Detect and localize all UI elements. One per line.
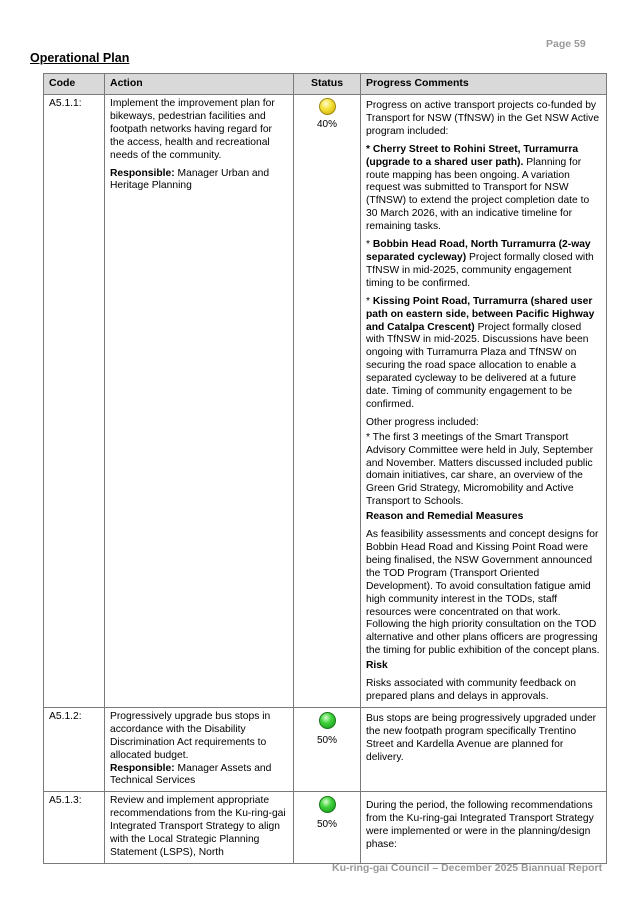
row-action <box>105 792 294 864</box>
responsible-value: Manager Assets and Technical Services <box>110 762 272 787</box>
comment-item-title: Bobbin Head Road, North Turramurra (2-way separated cycleway) <box>366 239 591 263</box>
row-action <box>105 95 294 708</box>
action-text: Review and implement appropriate recommendations from the Ku-ring-gai Integrated Transport Strategy to align with the Local Strategic Planning Statement (LSPS), North <box>110 795 286 858</box>
status-percent: 50% <box>316 819 337 831</box>
comment-item-bullet: * <box>366 239 373 251</box>
comment-intro: Progress on active transport projects co-funded by Transport for NSW (TfNSW) in the Get NSW Active program included: <box>366 100 600 137</box>
row-status <box>294 792 361 864</box>
row-progress-comments <box>361 707 607 791</box>
table-row <box>44 95 607 708</box>
operational-plan-table <box>43 73 607 864</box>
header-status: Status <box>294 74 361 95</box>
page-number: Page 59 <box>546 38 586 50</box>
row-code: A5.1.2: <box>44 707 105 791</box>
risk-heading: Risk <box>366 660 388 672</box>
responsible-line <box>110 168 288 194</box>
status-indicator-green-icon <box>319 796 336 813</box>
comment-text: During the period, the following recommendations from the Ku-ring-gai Integrated Transport Strategy were implemented or were in the planning/design phase: <box>366 800 594 851</box>
row-code: A5.1.3: <box>44 792 105 864</box>
status-percent: 50% <box>316 734 337 746</box>
action-text: Implement the improvement plan for bikeways, pedestrian facilities and footpath networks having regard for the access, health and recreational needs of the community. <box>110 98 275 161</box>
table-header-row <box>44 74 607 95</box>
status-indicator-green-icon <box>319 712 336 729</box>
row-progress-comments <box>361 95 607 708</box>
row-status <box>294 95 361 708</box>
comment-text: Bus stops are being progressively upgraded under the new footpath program specifically Trentino Street and Kardella Avenue are planned for delivery. <box>366 712 597 763</box>
comment-other-heading: Other progress included: <box>366 416 479 428</box>
header-code: Code <box>44 74 105 95</box>
row-progress-comments <box>361 792 607 864</box>
comment-item-text: Project formally closed with TfNSW in mid-2025. Discussions have been ongoing with Turramurra Plaza and TfNSW on securing the road space allocation to enable a separated cycleway to be delivered at a future date. Timing of community engagement to be confirmed. <box>366 321 589 410</box>
status-percent: 40% <box>316 119 337 130</box>
comment-item-text: Project formally closed with TfNSW in mid-2025, community engagement timing to be confirmed. <box>366 251 594 289</box>
header-progress-comments: Progress Comments <box>361 74 607 95</box>
section-title: Operational Plan <box>30 51 130 65</box>
risk-text: Risks associated with community feedback on prepared plans and delays in approvals. <box>366 678 577 702</box>
comment-item-bullet: * <box>366 295 373 307</box>
table-row <box>44 792 607 864</box>
responsible-value: Manager Urban and Heritage Planning <box>110 167 270 192</box>
comment-item-title: * Cherry Street to Rohini Street, Turramurra (upgrade to a shared user path). <box>366 143 579 168</box>
page-footer: Ku-ring-gai Council – December 2025 Biannual Report <box>332 862 603 874</box>
comment-item-bobbin-head-road <box>366 239 601 291</box>
row-action <box>105 707 294 791</box>
responsible-label: Responsible: <box>110 762 175 774</box>
row-status <box>294 707 361 791</box>
responsible-label: Responsible: <box>110 167 175 179</box>
header-action: Action <box>105 74 294 95</box>
comment-item-cherry-street <box>366 144 601 234</box>
reason-text: As feasibility assessments and concept designs for Bobbin Head Road and Kissing Point Road were being finalised, the NSW Government announced the TOD Program (Transport Oriented Development). To avoid consultation fatigue amid high community interest in the TODs, staff resources were concentrated on that work. Following the high priority consultation on the TOD alternative and other plans officers are progressing the timing for public exhibition of the concept plans. <box>366 529 600 657</box>
comment-item-title: Kissing Point Road, Turramurra (shared user path on eastern side, between Pacific Highway and Catalpa Crescent) <box>366 295 595 333</box>
action-text: Progressively upgrade bus stops in accordance with the Disability Discrimination Act requirements to allocated budget. <box>110 710 271 761</box>
row-code: A5.1.1: <box>44 95 105 708</box>
table-row <box>44 707 607 791</box>
responsible-line <box>110 763 288 789</box>
comment-other-text: * The first 3 meetings of the Smart Transport Advisory Committee were held in July, September and November. Matters discussed included public domain initiatives, car share, an overview of the Green Grid Strategy, Micromobility and Active Transport to Schools. <box>366 431 594 508</box>
comment-item-kissing-point-road <box>366 296 601 412</box>
status-indicator-yellow-icon <box>319 98 336 115</box>
comment-item-text: Planning for route mapping has been ongoing. A variation request was submitted to Transport for NSW (TfNSW) to extend the project completion date to 30 March 2026, with an indicative timeline for remaining tasks. <box>366 156 590 233</box>
reason-heading: Reason and Remedial Measures <box>366 511 524 523</box>
